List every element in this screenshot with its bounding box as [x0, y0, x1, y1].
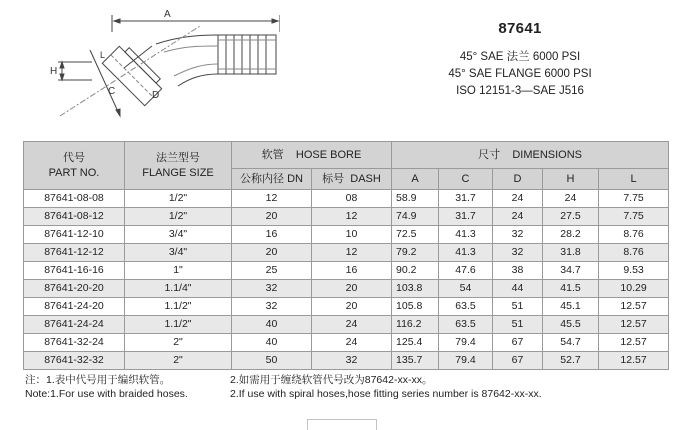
- cell-part-no: 87641-32-24: [24, 334, 125, 352]
- cell-part-no: 87641-20-20: [24, 280, 125, 298]
- cell-dash: 12: [312, 244, 392, 262]
- cell-flange-size: 1/2": [125, 208, 232, 226]
- fitting-drawing: [40, 6, 280, 136]
- cell-part-no: 87641-08-08: [24, 190, 125, 208]
- cell-a: 116.2: [392, 316, 439, 334]
- header-d: D: [493, 169, 543, 190]
- cell-a: 74.9: [392, 208, 439, 226]
- cell-c: 63.5: [439, 316, 493, 334]
- cell-dash: 10: [312, 226, 392, 244]
- cell-dash: 32: [312, 352, 392, 370]
- cell-a: 90.2: [392, 262, 439, 280]
- table-row: [24, 280, 669, 298]
- cell-a: 103.8: [392, 280, 439, 298]
- cell-l: 7.75: [599, 190, 669, 208]
- table-row: [24, 298, 669, 316]
- table-row: [24, 226, 669, 244]
- cell-dn: 40: [232, 316, 312, 334]
- cell-part-no: 87641-16-16: [24, 262, 125, 280]
- cell-flange-size: 1/2": [125, 190, 232, 208]
- cell-dn: 40: [232, 334, 312, 352]
- table-row: [24, 208, 669, 226]
- table-row: [24, 244, 669, 262]
- cell-c: 79.4: [439, 352, 493, 370]
- dim-label-h: H: [50, 66, 58, 77]
- cell-flange-size: 1.1/4": [125, 280, 232, 298]
- spec-header: [400, 20, 640, 100]
- header-flange-size: 法兰型号 FLANGE SIZE: [125, 142, 232, 190]
- cell-flange-size: 3/4": [125, 226, 232, 244]
- cell-dash: 16: [312, 262, 392, 280]
- cell-l: 7.75: [599, 208, 669, 226]
- cell-a: 105.8: [392, 298, 439, 316]
- cell-c: 31.7: [439, 190, 493, 208]
- cell-d: 24: [493, 208, 543, 226]
- cell-dash: 20: [312, 298, 392, 316]
- table-row: [24, 352, 669, 370]
- cell-h: 52.7: [543, 352, 599, 370]
- header-a: A: [392, 169, 439, 190]
- cell-d: 32: [493, 226, 543, 244]
- cell-c: 79.4: [439, 334, 493, 352]
- cell-a: 58.9: [392, 190, 439, 208]
- cell-d: 32: [493, 244, 543, 262]
- cell-d: 38: [493, 262, 543, 280]
- spec-line-3: ISO 12151-3—SAE J516: [456, 85, 584, 97]
- cell-c: 63.5: [439, 298, 493, 316]
- cell-d: 24: [493, 190, 543, 208]
- cell-d: 67: [493, 352, 543, 370]
- cell-l: 12.57: [599, 316, 669, 334]
- header-l: L: [599, 169, 669, 190]
- header-h: H: [543, 169, 599, 190]
- cell-l: 12.57: [599, 298, 669, 316]
- cell-h: 41.5: [543, 280, 599, 298]
- cell-c: 41.3: [439, 244, 493, 262]
- cell-dn: 16: [232, 226, 312, 244]
- cell-h: 24: [543, 190, 599, 208]
- cell-flange-size: 1.1/2": [125, 298, 232, 316]
- note-en-2: 2.If use with spiral hoses,hose fitting series number is 87642-xx-xx.: [230, 388, 542, 400]
- header-dash: 标号 DASH: [312, 169, 392, 190]
- cell-l: 8.76: [599, 226, 669, 244]
- dim-label-a: A: [164, 9, 171, 20]
- cell-dn: 12: [232, 190, 312, 208]
- cell-l: 12.57: [599, 334, 669, 352]
- cell-dn: 32: [232, 280, 312, 298]
- cell-part-no: 87641-12-12: [24, 244, 125, 262]
- cell-d: 44: [493, 280, 543, 298]
- cell-l: 8.76: [599, 244, 669, 262]
- cell-dash: 24: [312, 316, 392, 334]
- cell-h: 34.7: [543, 262, 599, 280]
- table-row: [24, 316, 669, 334]
- cell-h: 27.5: [543, 208, 599, 226]
- cell-part-no: 87641-32-32: [24, 352, 125, 370]
- cell-dash: 20: [312, 280, 392, 298]
- cell-l: 9.53: [599, 262, 669, 280]
- cell-a: 72.5: [392, 226, 439, 244]
- cell-flange-size: 2": [125, 352, 232, 370]
- notes: [25, 373, 542, 401]
- cell-h: 45.5: [543, 316, 599, 334]
- cell-dn: 20: [232, 244, 312, 262]
- cell-flange-size: 1": [125, 262, 232, 280]
- cell-c: 54: [439, 280, 493, 298]
- cell-part-no: 87641-08-12: [24, 208, 125, 226]
- cell-dn: 25: [232, 262, 312, 280]
- cell-dash: 08: [312, 190, 392, 208]
- cell-l: 10.29: [599, 280, 669, 298]
- footer-frame: [307, 419, 377, 430]
- table-row: [24, 190, 669, 208]
- dim-label-l: L: [100, 50, 106, 60]
- cell-dash: 12: [312, 208, 392, 226]
- part-number-title: 87641: [498, 20, 542, 37]
- cell-dn: 32: [232, 298, 312, 316]
- cell-c: 31.7: [439, 208, 493, 226]
- cell-h: 28.2: [543, 226, 599, 244]
- cell-d: 51: [493, 316, 543, 334]
- cell-part-no: 87641-24-20: [24, 298, 125, 316]
- spec-line-1: 45° SAE 法兰 6000 PSI: [459, 51, 581, 63]
- cell-c: 47.6: [439, 262, 493, 280]
- cell-a: 125.4: [392, 334, 439, 352]
- cell-dash: 24: [312, 334, 392, 352]
- cell-h: 54.7: [543, 334, 599, 352]
- cell-flange-size: 3/4": [125, 244, 232, 262]
- cell-d: 51: [493, 298, 543, 316]
- cell-c: 41.3: [439, 226, 493, 244]
- cell-dn: 50: [232, 352, 312, 370]
- header-part-no: 代号 PART NO.: [24, 142, 125, 190]
- header-dn: 公称内径 DN: [232, 169, 312, 190]
- cell-dn: 20: [232, 208, 312, 226]
- spec-line-2: 45° SAE FLANGE 6000 PSI: [448, 68, 592, 80]
- note-cn-1: 注：1.表中代号用于编织软管。: [25, 374, 171, 386]
- cell-flange-size: 2": [125, 334, 232, 352]
- cell-a: 135.7: [392, 352, 439, 370]
- note-en-1: Note:1.For use with braided hoses.: [25, 388, 188, 400]
- cell-h: 45.1: [543, 298, 599, 316]
- cell-l: 12.57: [599, 352, 669, 370]
- header-c: C: [439, 169, 493, 190]
- cell-part-no: 87641-24-24: [24, 316, 125, 334]
- note-cn-2: 2.如需用于缠绕软管代号改为87642-xx-xx。: [230, 374, 433, 386]
- cell-h: 31.8: [543, 244, 599, 262]
- table-row: [24, 262, 669, 280]
- cell-part-no: 87641-12-10: [24, 226, 125, 244]
- cell-a: 79.2: [392, 244, 439, 262]
- dim-label-c: C: [108, 86, 116, 97]
- cell-d: 67: [493, 334, 543, 352]
- cell-flange-size: 1.1/2": [125, 316, 232, 334]
- table-row: [24, 334, 669, 352]
- spec-table: [23, 141, 669, 370]
- header-dimensions: 尺寸 DIMENSIONS: [392, 142, 669, 169]
- dim-label-d: D: [152, 90, 160, 101]
- header-hose-bore: 软管 HOSE BORE: [232, 142, 392, 169]
